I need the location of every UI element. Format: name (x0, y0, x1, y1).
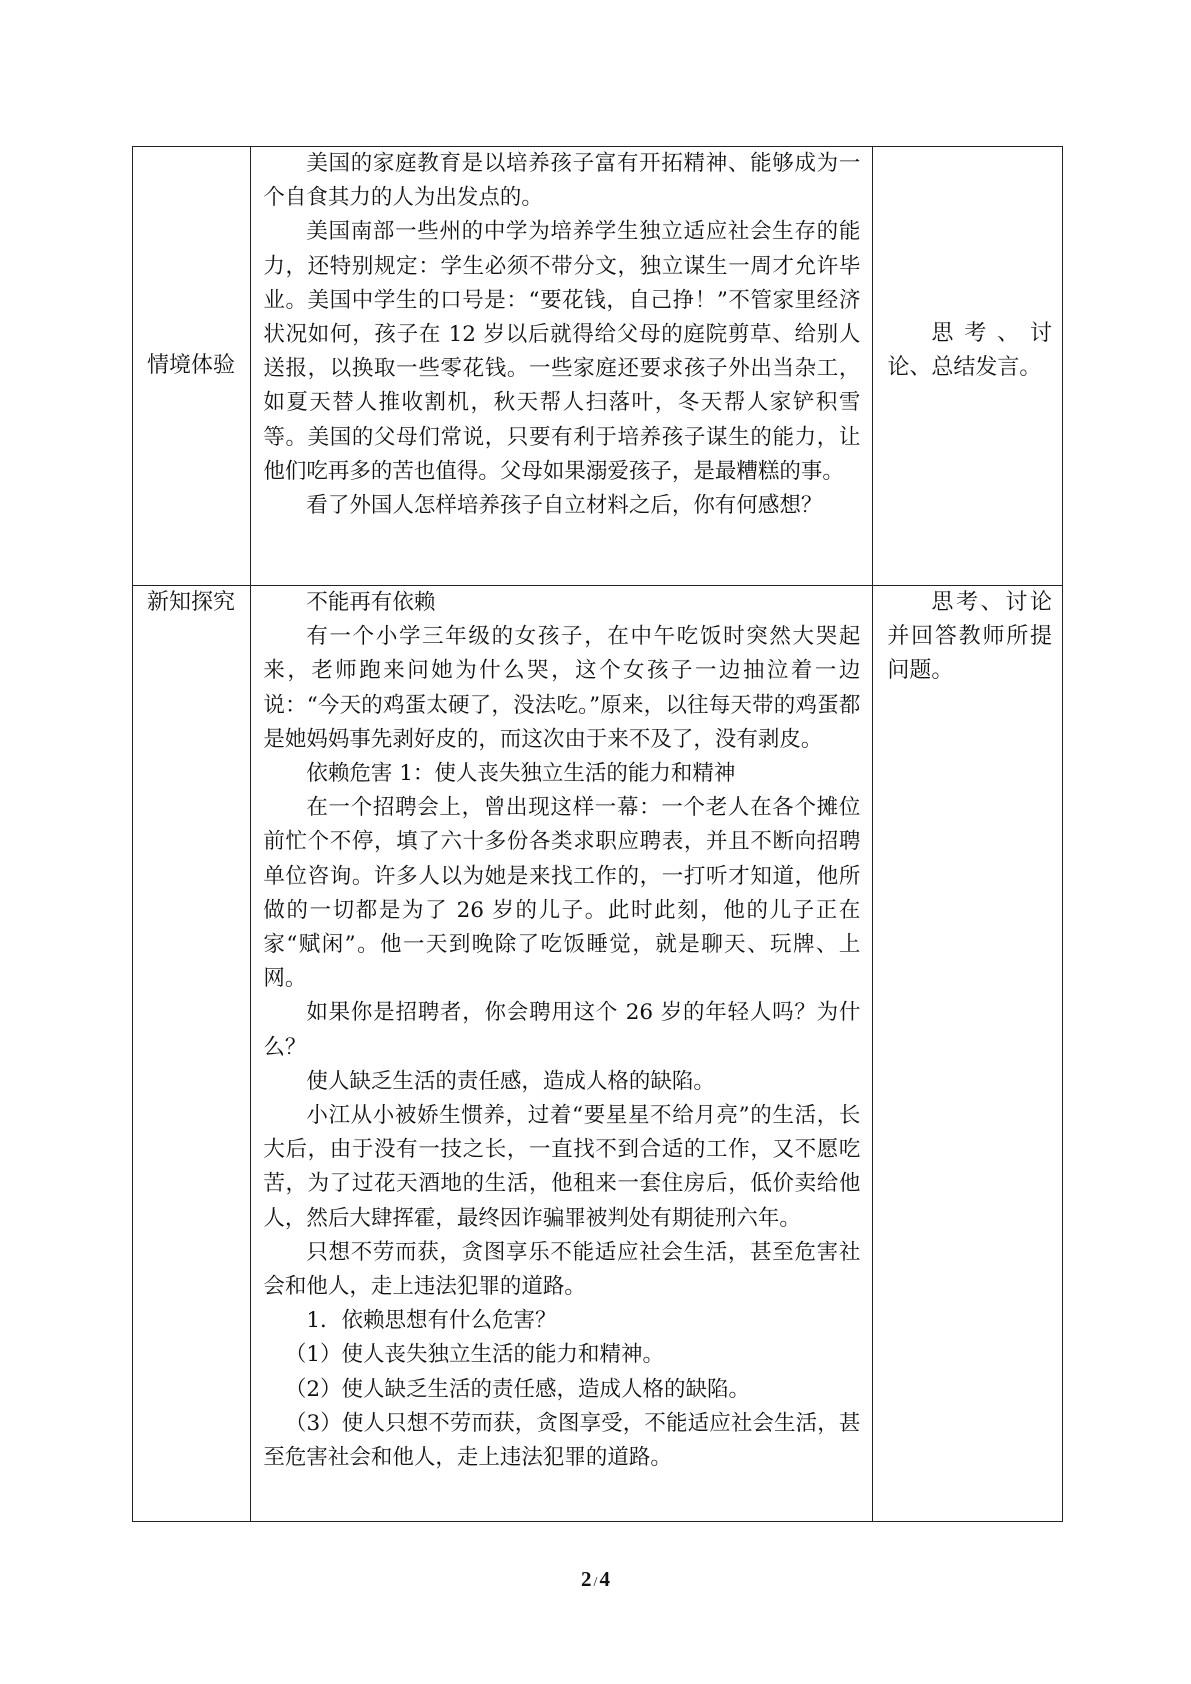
page-total: 4 (599, 1567, 610, 1591)
stage-cell (133, 586, 251, 1522)
table-row-situation (133, 147, 1063, 586)
paragraph: 依赖危害 1：使人丧失独立生活的能力和精神 (306, 761, 736, 787)
question: 1．依赖思想有什么危害？ (306, 1308, 557, 1334)
page-current: 2 (581, 1567, 592, 1591)
table-row-exploration (133, 586, 1063, 1522)
paragraph: 只想不劳而获，贪图享乐不能适应社会生活，甚至危害社会和他人，走上违法犯罪的道路。 (263, 1239, 861, 1300)
student-activity-text: 思考、讨论、总结发言。 (887, 321, 1052, 380)
paragraph: 在一个招聘会上，曾出现这样一幕：一个老人在各个摊位前忙个不停，填了六十多份各类求职应聘表，并且不断向招聘单位咨询。许多人以为她是来找工作的，一打听才知道，他所做的一切都是为了 26 岁的儿子。此时此刻，他的儿子正在家“赋闲”。他一天到晚除了吃饭睡觉，就是聊天、玩牌、上网。 (263, 795, 861, 992)
student-activity-text: 思考、讨论并回答教师所提问题。 (887, 590, 1052, 683)
student-activity-cell (873, 586, 1063, 1522)
answer-item: （3）使人只想不劳而获，贪图享受，不能适应社会生活，甚至危害社会和他人，走上违法犯罪的道路。 (263, 1410, 861, 1471)
teaching-content (251, 586, 872, 1479)
paragraph: 有一个小学三年级的女孩子，在中午吃饭时突然大哭起来，老师跑来问她为什么哭，这个女孩子一边抽泣着一边说：“今天的鸡蛋太硬了，没法吃。”原来，以往每天带的鸡蛋都是她妈妈事先剥好皮的，而这次由于来不及了，没有剥皮。 (263, 624, 861, 752)
page-number (0, 1567, 1191, 1592)
stage-label: 新知探究 (147, 590, 236, 615)
paragraph: 小江从小被娇生惯养，过着“要星星不给月亮”的生活，长大后，由于没有一技之长，一直找不到合适的工作，又不愿吃苦，为了过花天酒地的生活，他租来一套住房后，低价卖给他人，然后大肆挥霍，最终因诈骗罪被判处有期徒刑六年。 (263, 1103, 861, 1231)
lesson-plan-table (132, 146, 1063, 1522)
student-activity (873, 317, 1062, 415)
paragraph: 美国南部一些州的中学为培养学生独立适应社会生存的能力，还特别规定：学生必须不带分文，独立谋生一周才允许毕业。美国中学生的口号是：“要花钱，自己挣！”不管家里经济状况如何，孩子在 12 岁以后就得给父母的庭院剪草、给别人送报，以换取一些零花钱。一些家庭还要求孩子外出当杂工，如夏天替人推收割机，秋天帮人扫落叶，冬天帮人家铲积雪等。美国的父母们常说，只要有利于培养孩子谋生的能力，让他们吃再多的苦也值得。父母如果溺爱孩子，是最糟糕的事。 (263, 219, 861, 484)
section-heading: 不能再有依赖 (306, 590, 436, 615)
content-cell (251, 586, 873, 1522)
answer-item: （1）使人丧失独立生活的能力和精神。 (284, 1342, 665, 1368)
page-separator: / (593, 1575, 598, 1590)
student-activity (873, 586, 1062, 688)
paragraph: 看了外国人怎样培养孩子自立材料之后，你有何感想？ (306, 493, 823, 519)
content-cell (251, 147, 873, 586)
teaching-content (251, 147, 872, 527)
paragraph: 美国的家庭教育是以培养孩子富有开拓精神、能够成为一个自食其力的人为出发点的。 (263, 151, 861, 211)
paragraph: 如果你是招聘者，你会聘用这个 26 岁的年轻人吗？为什么？ (263, 1000, 861, 1060)
paragraph: 使人缺乏生活的责任感，造成人格的缺陷。 (306, 1068, 715, 1094)
student-activity-cell (873, 147, 1063, 586)
stage-label: 情境体验 (147, 353, 236, 378)
stage-cell (133, 147, 251, 586)
answer-item: （2）使人缺乏生活的责任感，造成人格的缺陷。 (284, 1376, 751, 1402)
